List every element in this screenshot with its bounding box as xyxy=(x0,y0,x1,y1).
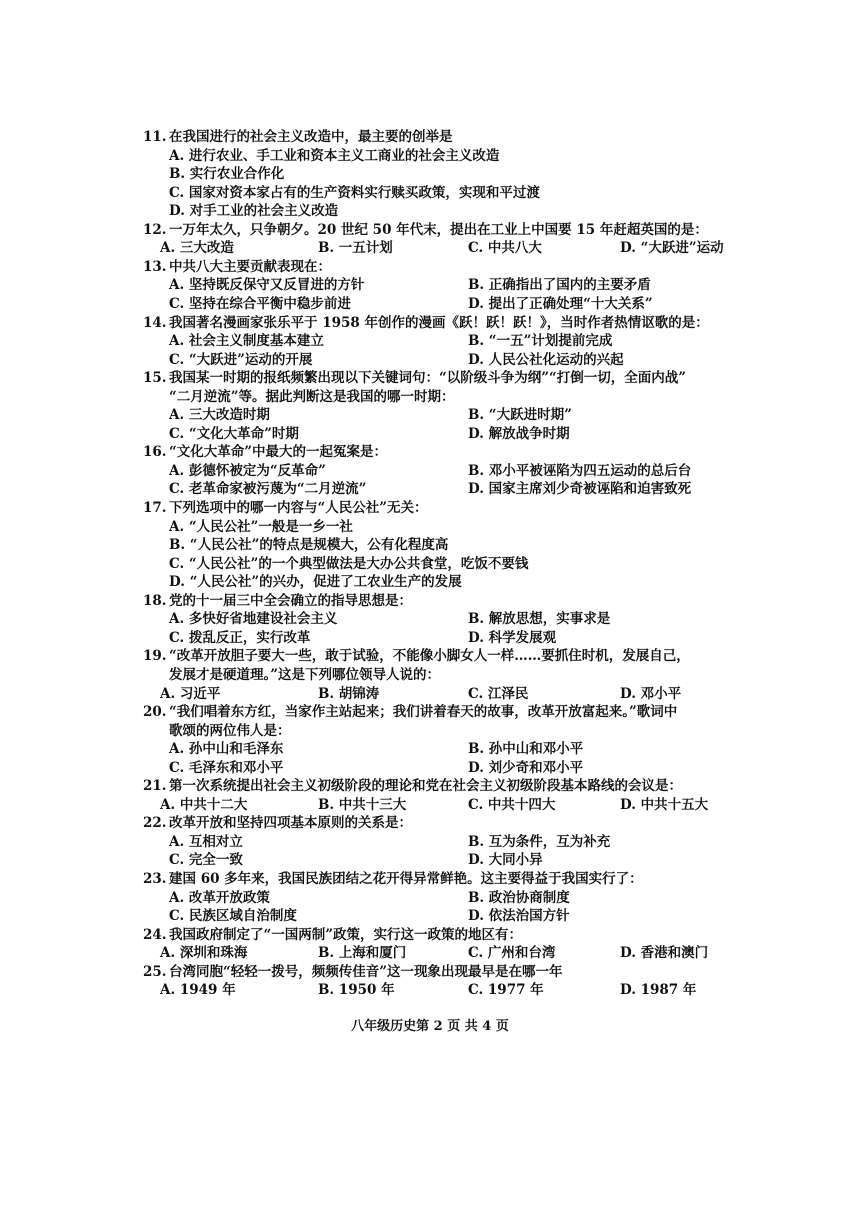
answer-option: A. 三大改造时期 xyxy=(169,407,270,424)
answer-option: D. 科学发展观 xyxy=(468,629,557,646)
answer-option: A. 进行农业、手工业和资本主义工商业的社会主义改造 xyxy=(169,147,500,164)
answer-option: B. 正确指出了国内的主要矛盾 xyxy=(468,277,651,294)
answer-option: D. 解放战争时期 xyxy=(468,425,570,442)
answer-option: B. 胡锦涛 xyxy=(318,685,380,702)
question-number: 22. xyxy=(143,815,167,832)
answer-option: D. 刘少奇和邓小平 xyxy=(468,759,584,776)
page-footer: 八年级历史第 2 页 共 4 页 xyxy=(351,1019,509,1034)
answer-option: A. 坚持既反保守又反冒进的方针 xyxy=(169,277,365,294)
answer-option: A. 1949 年 xyxy=(160,982,236,999)
answer-option: D. 大同小异 xyxy=(468,852,543,869)
answer-option: C. 完全一致 xyxy=(169,852,243,869)
answer-option: D. “大跃进”运动 xyxy=(620,240,724,257)
question-number: 25. xyxy=(143,963,167,980)
answer-option: C. 中共八大 xyxy=(468,240,542,257)
answer-option: C. “文化大革命”时期 xyxy=(169,425,299,442)
question-stem: 发展才是硬道理。”这是下列哪位领导人说的： xyxy=(169,666,441,683)
answer-option: A. 改革开放政策 xyxy=(169,889,270,906)
question-number: 23. xyxy=(143,871,167,887)
question-stem: 党的十一届三中全会确立的指导思想是： xyxy=(169,592,412,609)
answer-option: A. 多快好省地建设社会主义 xyxy=(169,611,338,628)
question-stem: “二月逆流”等。据此判断这是我国的哪一时期： xyxy=(169,388,455,405)
answer-option: B. 实行农业合作化 xyxy=(169,166,285,183)
answer-option: C. “大跃进”运动的开展 xyxy=(169,351,313,368)
answer-option: C. 1977 年 xyxy=(468,982,544,999)
answer-option: B. 互为条件，互为补充 xyxy=(468,833,611,850)
answer-option: B. 解放思想，实事求是 xyxy=(468,611,611,628)
answer-option: D. 依法治国方针 xyxy=(468,908,570,925)
answer-option: D. 中共十五大 xyxy=(620,796,709,813)
answer-option: B. 上海和厦门 xyxy=(318,945,407,962)
answer-option: C. 中共十四大 xyxy=(468,796,556,813)
question-stem: 下列选项中的哪一内容与“人民公社”无关： xyxy=(169,500,428,516)
answer-option: C. 广州和台湾 xyxy=(468,945,556,962)
answer-option: B. 孙中山和邓小平 xyxy=(468,741,584,758)
answer-option: C. 国家对资本家占有的生产资料实行赎买政策，实现和平过渡 xyxy=(169,184,540,201)
answer-option: D. 提出了正确处理“十大关系” xyxy=(468,295,653,312)
question-stem: 在我国进行的社会主义改造中，最主要的创举是 xyxy=(169,129,453,145)
question-stem: “我们唱着东方红，当家作主站起来；我们讲着春天的故事，改革开放富起来。”歌词中 xyxy=(169,704,678,721)
question-stem: 歌颂的两位伟人是： xyxy=(169,722,291,739)
answer-option: A. 三大改造 xyxy=(160,240,234,257)
answer-option: C. 坚持在综合平衡中稳步前进 xyxy=(169,295,351,312)
question-stem: 第一次系统提出社会主义初级阶段的理论和党在社会主义初级阶段基本路线的会议是： xyxy=(169,778,682,795)
answer-option: D. 香港和澳门 xyxy=(620,945,709,962)
answer-option: D. 人民公社化运动的兴起 xyxy=(468,351,624,368)
question-stem: 我国政府制定了“一国两制”政策，实行这一政策的地区有： xyxy=(169,926,523,943)
question-number: 19. xyxy=(143,648,167,665)
answer-option: A. 社会主义制度基本建立 xyxy=(169,333,324,350)
answer-option: D. “人民公社”的兴办，促进了工农业生产的发展 xyxy=(169,574,462,591)
answer-option: A. 深圳和珠海 xyxy=(160,945,248,962)
question-stem: 中共八大主要贡献表现在： xyxy=(169,258,331,275)
question-number: 12. xyxy=(143,221,167,238)
question-stem: 改革开放和坚持四项基本原则的关系是： xyxy=(169,815,412,832)
question-number: 16. xyxy=(143,444,167,461)
answer-option: A. 中共十二大 xyxy=(160,796,248,813)
answer-option: B. 政治协商制度 xyxy=(468,889,570,906)
answer-option: A. “人民公社”一般是一乡一社 xyxy=(169,518,353,535)
answer-option: B. “人民公社”的特点是规模大，公有化程度高 xyxy=(169,537,449,554)
question-stem: 一万年太久，只争朝夕。20 世纪 50 年代末，提出在工业上中国要 15 年赶超英国的是： xyxy=(169,221,708,238)
question-stem: 台湾同胞“轻轻一拨号，频频传佳音”这一现象出现最早是在哪一年 xyxy=(169,963,563,980)
question-stem: “改革开放胆子要大一些，敢于试验，不能像小脚女人一样……要抓住时机，发展自己， xyxy=(169,648,690,665)
answer-option: C. 民族区域自治制度 xyxy=(169,908,297,925)
answer-option: B. 一五计划 xyxy=(318,240,393,257)
answer-option: A. 习近平 xyxy=(160,685,221,702)
question-number: 18. xyxy=(143,592,167,609)
answer-option: D. 1987 年 xyxy=(620,982,697,999)
answer-option: B. 1950 年 xyxy=(318,982,395,999)
question-number: 24. xyxy=(143,926,167,943)
answer-option: A. 互相对立 xyxy=(169,833,243,850)
question-number: 20. xyxy=(143,704,167,721)
answer-option: B. “大跃进时期” xyxy=(468,407,572,424)
answer-option: D. 邓小平 xyxy=(620,685,682,702)
question-number: 11. xyxy=(143,129,167,145)
answer-option: D. 对手工业的社会主义改造 xyxy=(169,203,339,220)
question-stem: “文化大革命”中最大的一起冤案是： xyxy=(169,444,388,461)
question-number: 14. xyxy=(143,314,167,331)
answer-option: B. 邓小平被诬陷为四五运动的总后台 xyxy=(468,462,692,479)
answer-option: C. 江泽民 xyxy=(468,685,529,702)
question-number: 15. xyxy=(143,370,167,387)
question-number: 21. xyxy=(143,778,167,795)
answer-option: A. 孙中山和毛泽东 xyxy=(169,741,284,758)
answer-option: D. 国家主席刘少奇被诬陷和迫害致死 xyxy=(468,481,692,498)
answer-option: B. “一五”计划提前完成 xyxy=(468,333,613,350)
question-stem: 我国某一时期的报纸频繁出现以下关键词句：“以阶级斗争为纲”“打倒一切，全面内战” xyxy=(169,370,687,387)
question-number: 13. xyxy=(143,258,167,275)
answer-option: C. 老革命家被污蔑为“二月逆流” xyxy=(169,481,367,498)
question-stem: 我国著名漫画家张乐平于 1958 年创作的漫画《跃！跃！跃！》，当时作者热情讴歌的是： xyxy=(169,314,709,331)
question-number: 17. xyxy=(143,500,167,516)
answer-option: B. 中共十三大 xyxy=(318,796,407,813)
answer-option: A. 彭德怀被定为“反革命” xyxy=(169,462,326,479)
answer-option: C. 毛泽东和邓小平 xyxy=(169,759,284,776)
question-stem: 建国 60 多年来，我国民族团结之花开得异常鲜艳。这主要得益于我国实行了： xyxy=(169,871,643,887)
answer-option: C. “人民公社”的一个典型做法是大办公共食堂，吃饭不要钱 xyxy=(169,555,529,572)
answer-option: C. 拨乱反正，实行改革 xyxy=(169,629,311,646)
